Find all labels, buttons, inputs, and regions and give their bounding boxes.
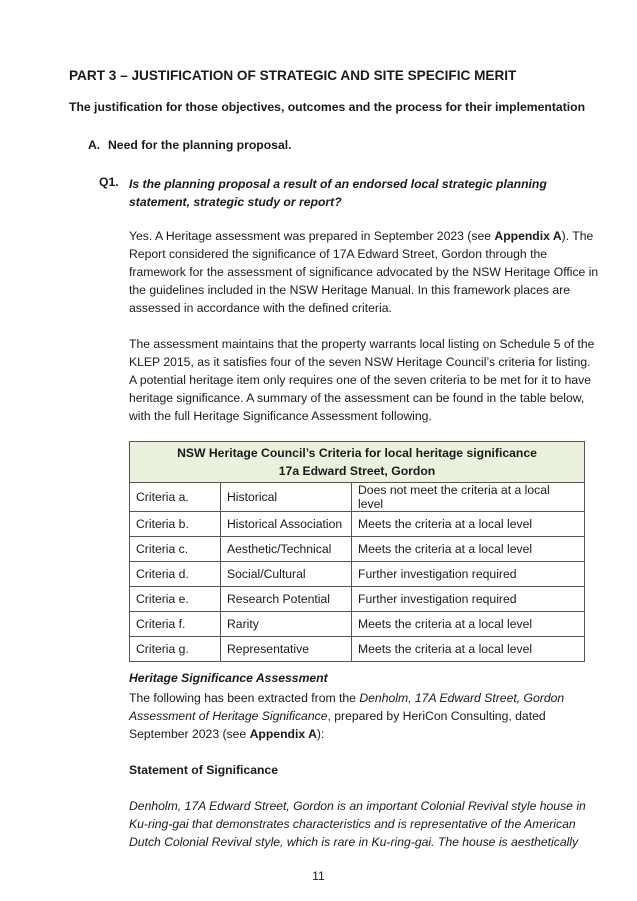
criteria-name: Research Potential [221,587,352,612]
criteria-result: Meets the criteria at a local level [352,637,585,662]
paragraph-statement-of-significance: Denholm, 17A Edward Street, Gordon is an important Colonial Revival style house in Ku-ring-gai that demonstrates characteristics and is representative of the American Dutch Colonial Revival style, which is rare in Ku-ring-gai. The house is aesthetically [129,799,586,849]
criteria-id: Criteria f. [130,612,221,637]
criteria-result: Meets the criteria at a local level [352,612,585,637]
page-number: 11 [312,869,325,883]
criteria-name: Historical Association [221,512,352,537]
statement-of-significance-title: Statement of Significance [129,763,278,777]
criteria-table-address: 17a Edward Street, Gordon [278,464,436,478]
heritage-assessment-title: Heritage Significance Assessment [129,671,328,685]
criteria-name: Historical [221,483,352,512]
criteria-result: Further investigation required [352,587,585,612]
criteria-id: Criteria a. [130,483,221,512]
table-row [130,483,585,512]
table-row [130,612,585,637]
question-number: Q1. [99,175,119,189]
paragraph-local-listing: The assessment maintains that the property warrants local listing on Schedule 5 of the KLEP 2015, as it satisfies four of the seven NSW Heritage Council’s criteria for listing. A potential heritage item only requires one of the seven criteria to be met for it to have heritage significance. A summary of the assessment can be found in the table below, with the full Heritage Significance Assessment following. [129,337,595,423]
criteria-table-header [130,442,585,483]
criteria-name: Social/Cultural [221,562,352,587]
paragraph-heritage-assessment [129,227,599,317]
criteria-name: Rarity [221,612,352,637]
table-row [130,512,585,537]
para1-text-a: Yes. A Heritage assessment was prepared in September 2023 (see [129,229,495,243]
page-heading: PART 3 – JUSTIFICATION OF STRATEGIC AND SITE SPECIFIC MERIT [69,68,517,83]
criteria-name: Representative [221,637,352,662]
section-letter: A. [88,138,101,152]
report-title: Denholm, 17A Edward Street, Gordon Assessment of Heritage Significance [129,691,565,723]
criteria-result: Further investigation required [352,562,585,587]
criteria-table [129,441,585,662]
para3-text-a: The following has been extracted from the [129,691,360,705]
criteria-id: Criteria b. [130,512,221,537]
criteria-id: Criteria g. [130,637,221,662]
criteria-id: Criteria d. [130,562,221,587]
criteria-name: Aesthetic/Technical [221,537,352,562]
appendix-a-reference: Appendix A [494,229,562,243]
criteria-result: Does not meet the criteria at a local level [352,483,585,512]
criteria-result: Meets the criteria at a local level [352,512,585,537]
appendix-a-reference: Appendix A [249,727,317,741]
para3-text-e: ): [316,727,325,741]
table-row [130,537,585,562]
table-row [130,637,585,662]
paragraph-extract-source [129,689,599,743]
criteria-id: Criteria c. [130,537,221,562]
para1-text-c: ). The Report considered the significance of 17A Edward Street, Gordon through the framework for the assessment of significance advocated by the NSW Heritage Office in the guidelines included in the NSW Heritage Manual. In this framework places are assessed in accordance with the defined criteria. [129,229,599,315]
criteria-table-title: NSW Heritage Council’s Criteria for local heritage significance [177,446,537,460]
criteria-result: Meets the criteria at a local level [352,537,585,562]
table-row [130,587,585,612]
table-row [130,562,585,587]
section-title: Need for the planning proposal. [108,138,292,152]
criteria-id: Criteria e. [130,587,221,612]
question-text: Is the planning proposal a result of an endorsed local strategic planning statement, strategic study or report? [129,177,547,209]
para3-text-c: , prepared by HeriCon Consulting, dated September 2023 (see [129,709,546,741]
page-subheading: The justification for those objectives, outcomes and the process for their implementation [69,100,586,114]
